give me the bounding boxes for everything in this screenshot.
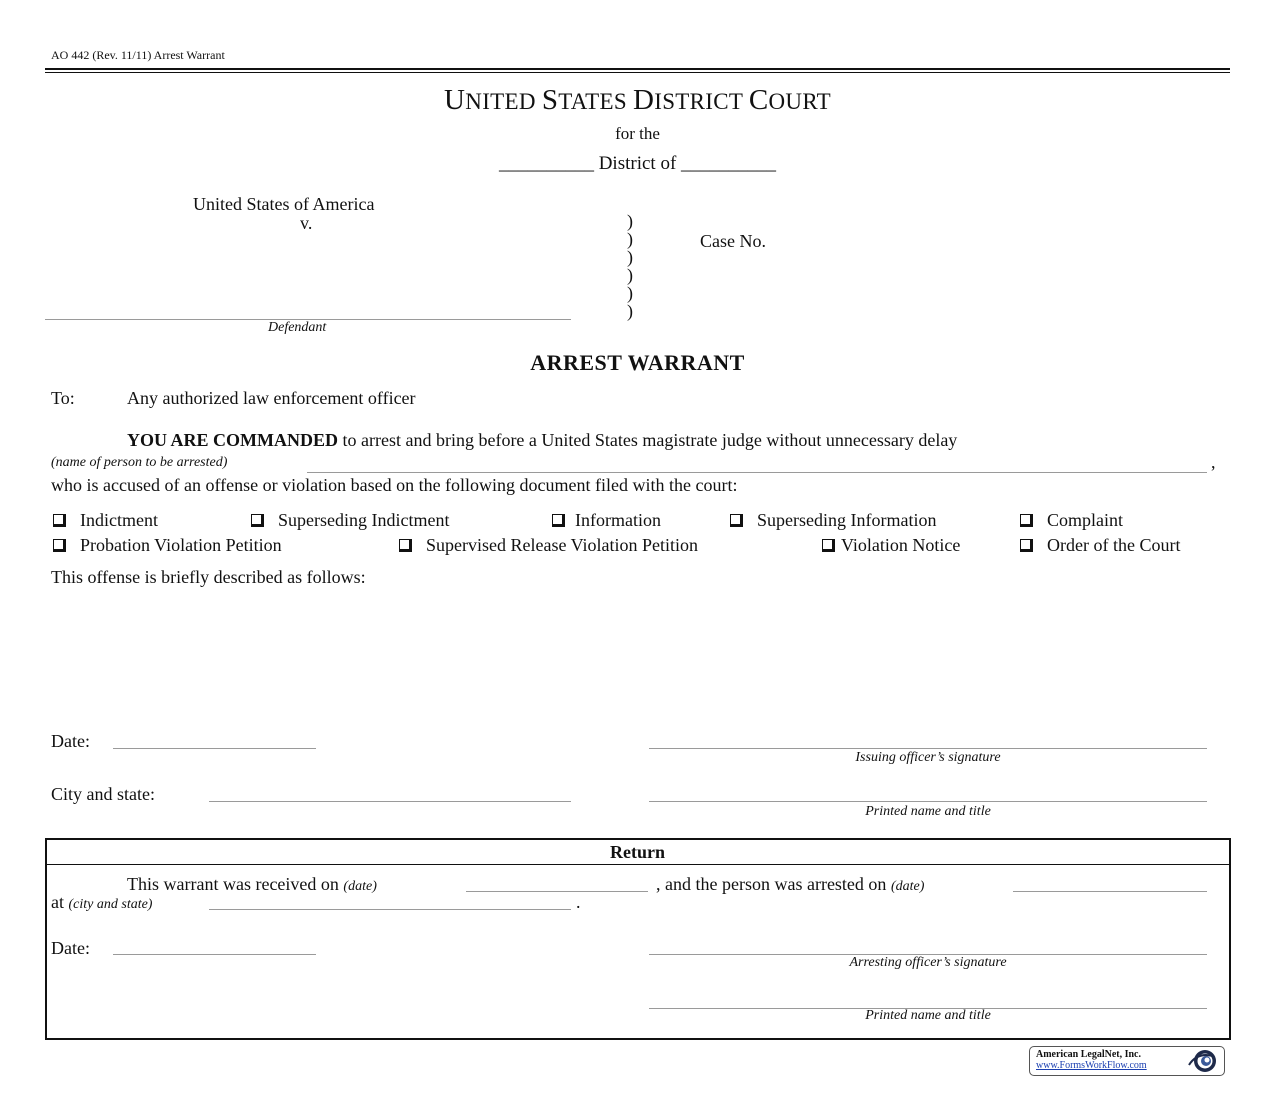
case-no-label: Case No.	[700, 231, 766, 251]
period: .	[576, 892, 581, 912]
checkbox-supervised-release[interactable]: Supervised Release Violation Petition	[399, 535, 698, 556]
district-field[interactable]: __________ District of __________	[498, 153, 777, 174]
printed-name-field[interactable]	[649, 801, 1207, 802]
header-rule-thin	[45, 72, 1230, 73]
checkbox-icon[interactable]	[251, 514, 264, 527]
checkbox-icon[interactable]	[552, 514, 565, 527]
checkbox-order-of-court[interactable]: Order of the Court	[1020, 535, 1180, 556]
checkbox-information[interactable]: Information	[552, 510, 661, 531]
defendant-label: Defendant	[268, 320, 327, 335]
checkbox-icon[interactable]	[730, 514, 743, 527]
comma: ,	[1211, 452, 1216, 472]
checkbox-probation-violation[interactable]: Probation Violation Petition	[53, 535, 282, 556]
plaintiff-name: United States of America	[193, 194, 375, 214]
received-date-field[interactable]	[466, 891, 648, 892]
header-rule	[45, 68, 1230, 70]
court-title-initial: D	[632, 84, 655, 116]
return-date-label: Date:	[51, 938, 90, 958]
checkbox-icon[interactable]	[53, 514, 66, 527]
checkbox-superseding-indictment[interactable]: Superseding Indictment	[251, 510, 449, 531]
command-bold: YOU ARE COMMANDED	[127, 430, 338, 450]
court-title-smallcaps: ISTRICT	[654, 89, 749, 114]
arrested-date-field[interactable]	[1013, 891, 1207, 892]
arrest-city-field[interactable]	[209, 909, 571, 910]
court-title	[0, 84, 1275, 117]
command-rest: to arrest and bring before a United States magistrate judge without unnecessary delay	[338, 430, 958, 450]
command-text	[127, 430, 957, 451]
court-title-smallcaps: OURT	[768, 89, 831, 114]
arrestee-name-field[interactable]	[307, 472, 1207, 473]
court-title-smallcaps: TATES	[558, 89, 633, 114]
checkbox-icon[interactable]	[1020, 514, 1033, 527]
accused-text: who is accused of an offense or violation based on the following document filed with the court:	[51, 475, 738, 495]
document-title: ARREST WARRANT	[530, 350, 745, 375]
to-label: To:	[51, 388, 75, 408]
arrested-text: , and the person was arrested on (date)	[656, 874, 925, 894]
city-state-label: City and state:	[51, 784, 155, 804]
date-label: Date:	[51, 731, 90, 751]
caption-parens: ) ) ) ) ) )	[627, 211, 633, 321]
court-title-initial: S	[541, 84, 559, 116]
court-title-smallcaps: NITED	[465, 89, 542, 114]
city-state-field[interactable]	[209, 801, 571, 802]
checkbox-icon[interactable]	[53, 539, 66, 552]
versus-text: v.	[300, 213, 313, 233]
arresting-signature-caption: Arresting officer’s signature	[849, 955, 1007, 970]
footer-logo[interactable]	[1029, 1046, 1225, 1076]
checkbox-superseding-information[interactable]: Superseding Information	[730, 510, 936, 531]
return-title: Return	[610, 842, 665, 862]
checkbox-icon[interactable]	[399, 539, 412, 552]
printed-name-caption: Printed name and title	[865, 804, 991, 819]
offense-label: This offense is briefly described as follows:	[51, 567, 366, 587]
arresting-printed-name-caption: Printed name and title	[865, 1008, 991, 1023]
checkbox-icon[interactable]	[822, 539, 835, 552]
issuing-signature-field[interactable]	[649, 748, 1207, 749]
date-field[interactable]	[113, 748, 316, 749]
form-id: AO 442 (Rev. 11/11) Arrest Warrant	[51, 48, 225, 62]
arrestee-name-label: (name of person to be arrested)	[51, 455, 228, 470]
court-title-initial: U	[444, 84, 466, 116]
logo-url-link[interactable]: www.FormsWorkFlow.com	[1036, 1060, 1147, 1071]
checkbox-icon[interactable]	[1020, 539, 1033, 552]
received-text: This warrant was received on (date)	[127, 874, 377, 894]
to-value: Any authorized law enforcement officer	[127, 388, 416, 408]
issuing-signature-caption: Issuing officer’s signature	[855, 750, 1001, 765]
logo-company-name: American LegalNet, Inc.	[1036, 1049, 1141, 1060]
at-text: at (city and state)	[51, 892, 153, 912]
checkbox-violation-notice[interactable]: Violation Notice	[822, 535, 960, 556]
swirl-logo-icon	[1185, 1048, 1221, 1074]
for-the-text: for the	[615, 124, 660, 143]
return-date-field[interactable]	[113, 954, 316, 955]
case-no-field[interactable]	[791, 248, 1191, 249]
checkbox-indictment[interactable]: Indictment	[53, 510, 158, 531]
checkbox-complaint[interactable]: Complaint	[1020, 510, 1123, 531]
court-title-initial: C	[748, 84, 769, 116]
return-divider	[47, 864, 1229, 865]
